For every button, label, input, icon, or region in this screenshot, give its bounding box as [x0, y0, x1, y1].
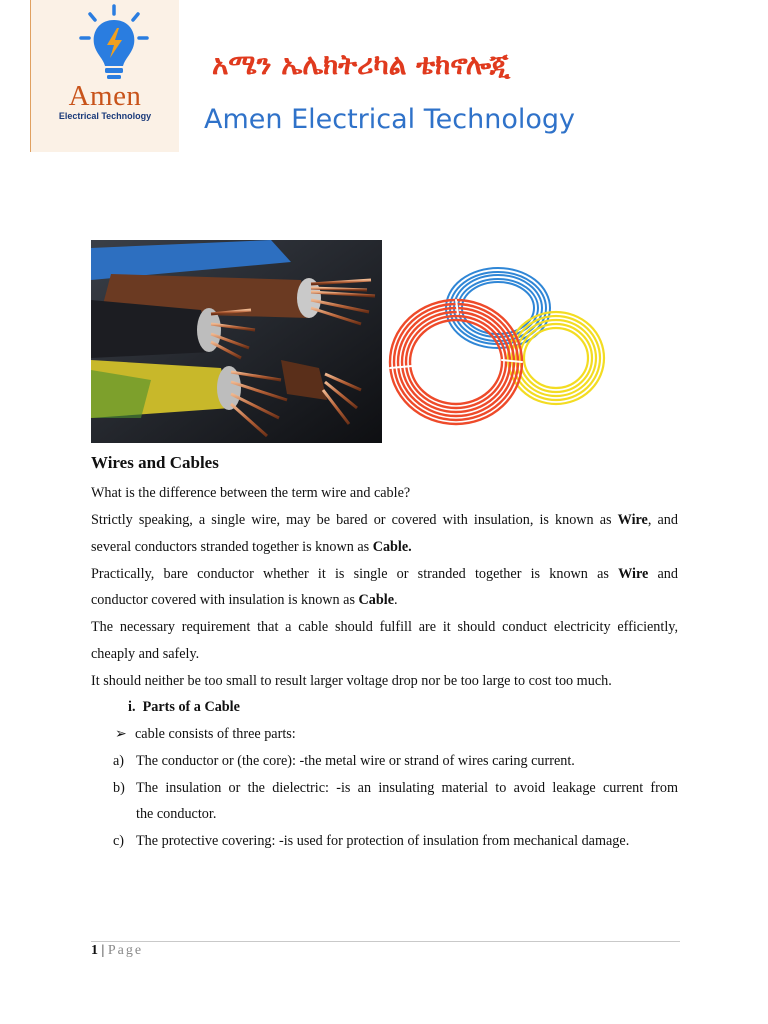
list-label: a): [113, 753, 125, 769]
paragraph-line: [91, 538, 678, 556]
term-wire: Wire: [618, 566, 649, 582]
text-run: , and: [647, 512, 678, 528]
paragraph-line: The necessary requirement that a cable should fulfill are it should conduct electricity efficiently,: [91, 619, 678, 635]
text-run: conductor covered with insulation is known as: [91, 592, 359, 608]
text-run: Strictly speaking, a single wire, may be bared or covered with insulation, is known as: [91, 512, 618, 528]
arrow-bullet-icon: ➢: [115, 726, 127, 742]
question-text: What is the difference between the term wire and cable?: [91, 485, 411, 501]
cable-cross-section-photo: [91, 240, 382, 443]
logo-subtitle: Electrical Technology: [58, 111, 152, 121]
title-amharic: አሜን ኤሌክትሪካል ቴክኖሎጂ: [212, 48, 511, 81]
subsection-heading: [128, 698, 715, 716]
text-run: .: [394, 592, 398, 608]
list-item-text: The protective covering: -is used for protection of insulation from mechanical damage.: [136, 833, 630, 849]
wire-coils-photo: [386, 262, 608, 438]
paragraph-line: It should neither be too small to result larger voltage drop nor be too large to cost too much.: [91, 673, 612, 689]
paragraph-line: [91, 565, 678, 583]
page-footer: [91, 943, 143, 959]
footer-divider: [91, 941, 680, 942]
term-cable: Cable: [358, 592, 395, 608]
title-english: Amen Electrical Technology: [204, 104, 575, 135]
list-item-text: The insulation or the dielectric: -is an insulating material to avoid leakage current from: [136, 780, 678, 796]
text-run: several conductors stranded together is known as: [91, 539, 373, 555]
subsection-title: Parts of a Cable: [142, 699, 240, 715]
text-run: and: [648, 566, 678, 582]
company-logo: [30, 0, 179, 152]
section-heading: Wires and Cables: [91, 453, 219, 472]
lightbulb-icon: [31, 0, 179, 152]
page-number: 1: [91, 943, 98, 958]
list-item-text: The conductor or (the core): -the metal wire or strand of wires caring current.: [136, 753, 575, 769]
list-label: c): [113, 833, 125, 849]
page-label: Page: [107, 943, 144, 958]
subsection-number: i.: [128, 699, 136, 715]
paragraph-line: cheaply and safely.: [91, 646, 200, 662]
paragraph-line: [91, 511, 678, 529]
footer-separator: |: [98, 943, 108, 958]
paragraph-line: [91, 591, 678, 609]
list-item-text: the conductor.: [136, 806, 217, 822]
text-run: Practically, bare conductor whether it is single or stranded together is known as: [91, 566, 619, 582]
bullet-text: cable consists of three parts:: [135, 726, 296, 742]
bullet-item: [115, 725, 702, 743]
list-label: b): [113, 780, 125, 796]
logo-name: Amen: [68, 80, 142, 112]
term-wire: Wire: [617, 512, 648, 528]
term-cable: Cable.: [372, 539, 412, 555]
